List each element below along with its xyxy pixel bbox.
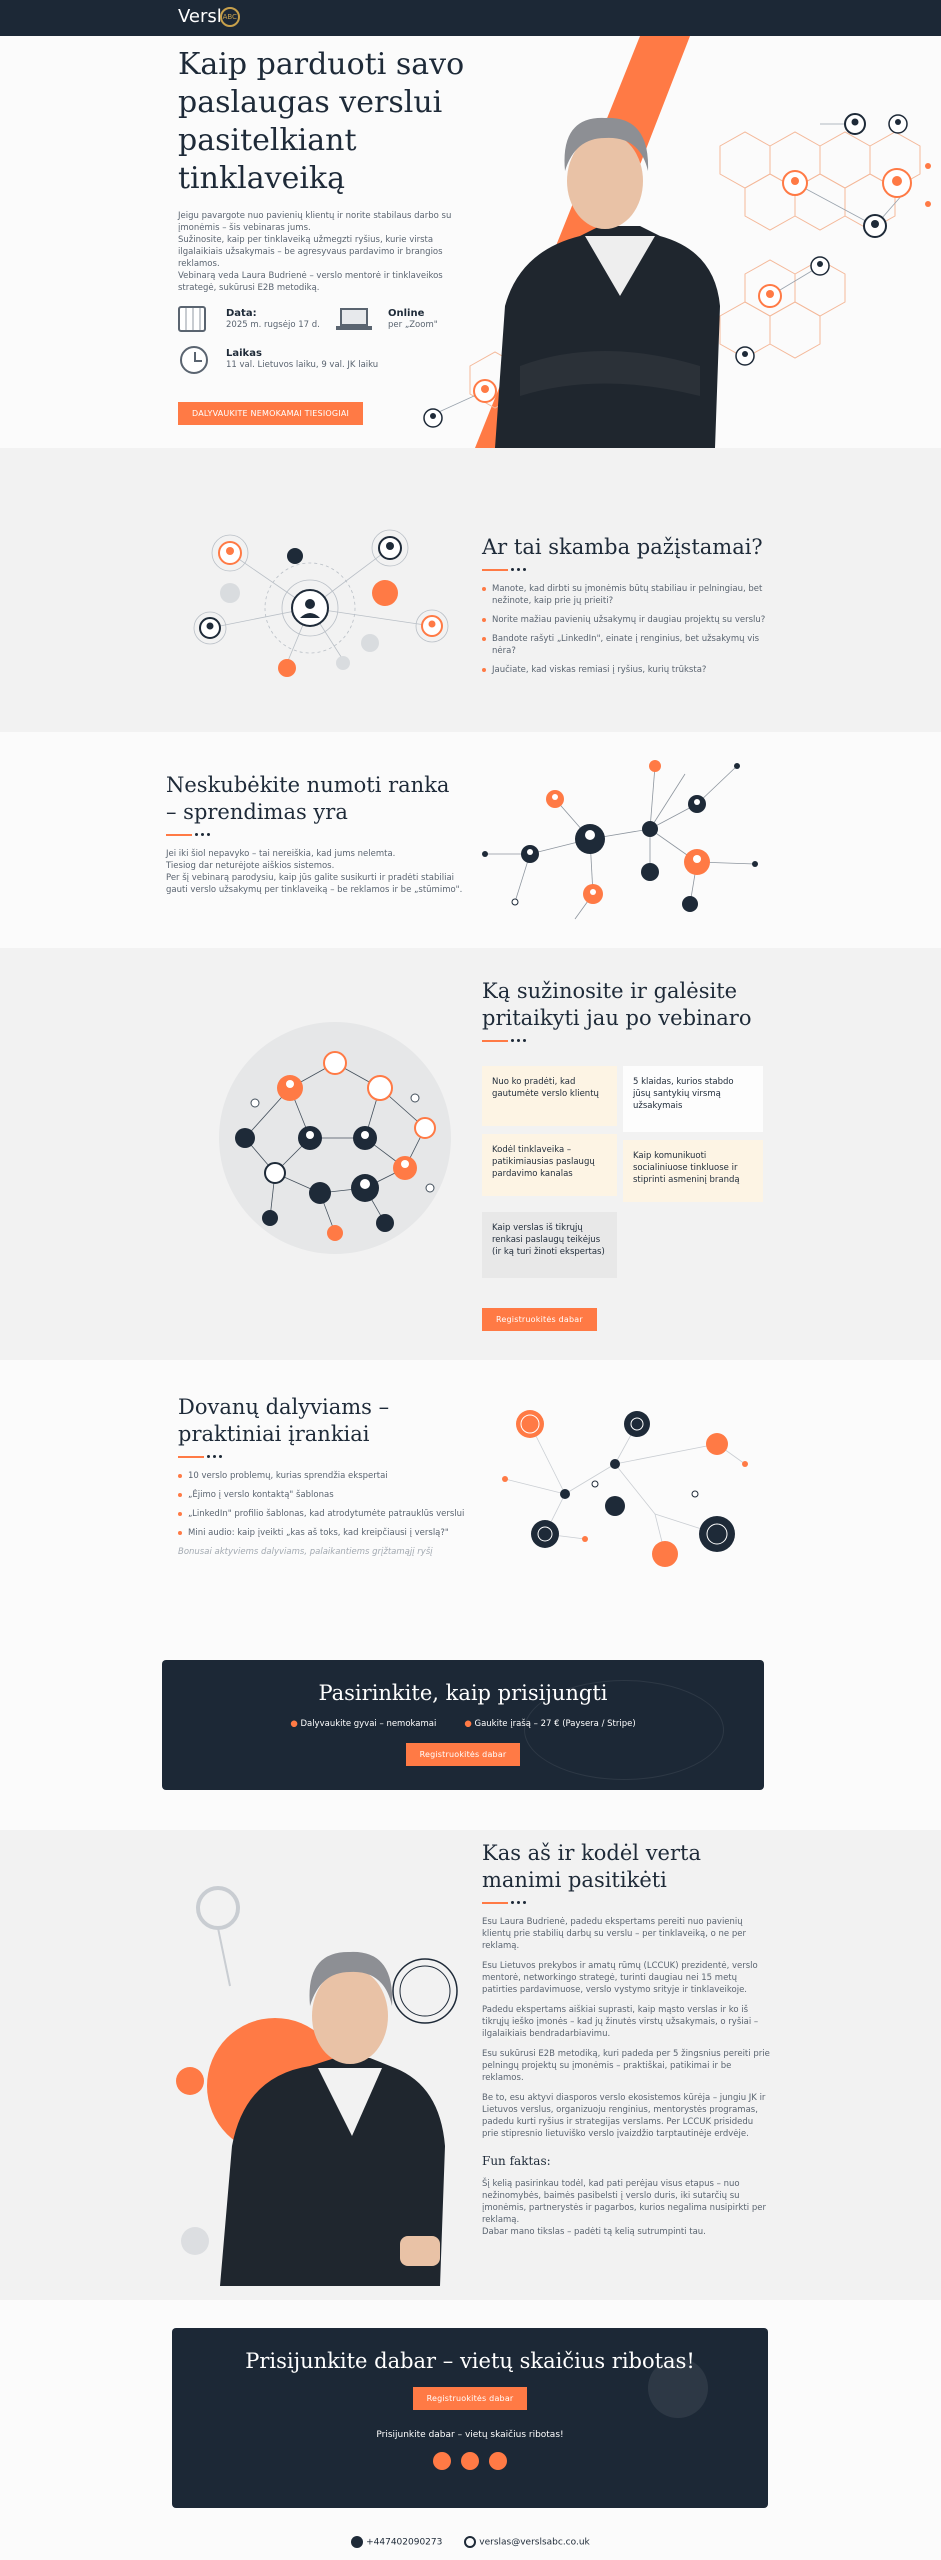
about-paragraph: Padedu ekspertams aiškiai suprasti, kaip mąsto verslas ir ko iš tikrųjų ieško įmonės – kad jų žinutės virstų užsakymais, o ryšiai – ilgalaikiais bendradarbiavimu. — [482, 2005, 759, 2039]
footer-phone[interactable]: +447402090273 — [351, 2536, 442, 2548]
gifts-section — [0, 1360, 941, 1660]
choose-option-live: ● Dalyvaukite gyvai – nemokamai — [290, 1719, 437, 1729]
learn-card-5: Kaip verslas iš tikrųjų renkasi paslaugų teikėjus (ir ką turi žinoti ekspertas) — [482, 1212, 617, 1278]
solution-text-2: Tiesiog dar neturėjote aiškios sistemos. — [166, 861, 335, 871]
about-portrait-graphic — [170, 1846, 470, 2286]
email-icon — [464, 2536, 476, 2548]
familiar-section — [0, 448, 941, 732]
about-paragraph: Esu sukūrusi E2B metodiką, kuri padeda per 5 žingsnius pereiti prie pelningų projektų su įmonėmis – praktiškai, patikimai ir be reklamos. — [482, 2049, 770, 2083]
solution-network-graphic — [475, 754, 775, 924]
learn-card-2: 5 klaidas, kurios stabdo jūsų santykių virsmą užsakymais — [623, 1066, 763, 1132]
list-item: Bandote rašyti „LinkedIn", einate į renginius, bet užsakymų vis nėra? — [482, 633, 772, 657]
solution-text-3: Per šį vebinarą parodysiu, kaip jūs galite susikurti ir pradėti stabiliai gauti verslo užsakymų per tinklaveiką – be reklamos ir be „stūmimo". — [166, 873, 463, 895]
fun-fact-title: Fun faktas: — [482, 2154, 551, 2168]
host-portrait — [495, 118, 720, 448]
familiar-title: Ar tai skamba pažįstamai? — [482, 535, 763, 559]
solution-text-1: Jei iki šiol nepavyko – tai nereiškia, kad jums nelemta. — [166, 849, 396, 859]
date-label: Data: — [226, 308, 257, 319]
about-paragraph: Be to, esu aktyvi diasporos verslo ekosistemos kūrėja – jungiu JK ir Lietuvos verslus, organizuoju renginius, mentorystės programas, padedu kurti ryšius ir strategijas verslams. Per LCCUK prisidedu prie stipresnio lietuviško verslo įvaizdžio tarptautinėje erdvėje. — [482, 2093, 766, 2139]
hero-section — [0, 36, 941, 448]
list-item: „LinkedIn" profilio šablonas, kad atrodytumėte patrauklūs verslui — [178, 1508, 468, 1520]
choose-cta-button[interactable]: Registruokitės dabar — [406, 1743, 521, 1766]
join-box — [172, 2328, 768, 2508]
choose-title: Pasirinkite, kaip prisijungti — [318, 1681, 608, 1705]
list-item: „Ėjimo į verslo kontaktą" šablonas — [178, 1489, 468, 1501]
familiar-list — [482, 583, 772, 676]
learn-card-1: Nuo ko pradėti, kad gautumėte verslo klientų — [482, 1066, 617, 1126]
fun-fact-text: Dabar mano tikslas – padėti tą kelią sutrumpinti tau. — [482, 2227, 706, 2237]
join-subtitle: Prisijunkite dabar – vietų skaičius ribotas! — [376, 2430, 564, 2440]
time-label: Laikas — [226, 348, 262, 359]
laptop-icon — [336, 308, 372, 334]
time-value: 11 val. Lietuvos laiku, 9 val. JK laiku — [226, 360, 379, 370]
list-item: Norite mažiau pavienių užsakymų ir daugiau projektų su verslu? — [482, 614, 772, 626]
logo-text: Versl — [178, 6, 222, 27]
clock-icon — [180, 346, 208, 374]
fun-fact-text: Šį kelią pasirinkau todėl, kad pati perėjau visus etapus – nuo nežinomybės, baimės pasibelsti į verslo duris, iki sutarčių su įmonėmis, partnerystės ir pagarbos, kurios negalima nusipirkti per reklamą. — [482, 2179, 766, 2225]
list-item: 10 verslo problemų, kurias sprendžia ekspertai — [178, 1470, 468, 1482]
footer-email[interactable]: verslas@verslsabc.co.uk — [464, 2536, 589, 2548]
list-item: Mini audio: kaip įveikti „kas aš toks, kad kreipčiausi į verslą?" — [178, 1527, 468, 1539]
gifts-list — [178, 1470, 468, 1539]
learn-section — [0, 948, 941, 1360]
choose-option-recording: ● Gaukite įrašą – 27 € (Paysera / Stripe) — [464, 1719, 636, 1729]
about-title: Kas aš ir kodėl verta manimi pasitikėti — [482, 1841, 701, 1892]
join-section — [0, 2300, 941, 2560]
gifts-note: Bonusai aktyviems dalyviams, palaikantiems grįžtamąjį ryšį — [178, 1547, 433, 1557]
hero-cta-button[interactable]: DALYVAUKITE NEMOKAMAI TIESIOGIAI — [178, 402, 363, 425]
date-value: 2025 m. rugsėjo 17 d. — [226, 320, 320, 330]
learn-network-graphic — [215, 1018, 455, 1258]
top-bar — [0, 0, 941, 36]
list-item: Jaučiate, kad viskas remiasi į ryšius, kurių trūksta? — [482, 664, 772, 676]
hero-intro-2: Sužinosite, kaip per tinklaveiką užmegzti ryšius, kurie virsta ilgalaikiais užsakymais – be agresyvaus pardavimo ir brangios reklamos. — [178, 235, 443, 269]
social-icon-1[interactable] — [433, 2452, 451, 2470]
online-value: per „Zoom" — [388, 320, 438, 330]
join-title: Prisijunkite dabar – vietų skaičius ribotas! — [245, 2349, 695, 2373]
hero-intro-1: Jeigu pavargote nuo pavienių klientų ir norite stabilaus darbo su įmonėmis – šis vebinaras jums. — [178, 211, 452, 233]
phone-icon — [351, 2536, 363, 2548]
about-paragraph: Esu Laura Budrienė, padedu ekspertams pereiti nuo pavienių klientų prie stabilių darbų su verslu – per tinklaveiką, o ne per reklamą. — [482, 1917, 746, 1951]
learn-card-3: Kodėl tinklaveika – patikimiausias paslaugų pardavimo kanalas — [482, 1134, 617, 1196]
list-item: Manote, kad dirbti su įmonėmis būtų stabiliau ir pelningiau, bet nežinote, kaip prie jų prieiti? — [482, 583, 772, 607]
choose-box — [162, 1660, 764, 1790]
hero-title: Kaip parduoti savo paslaugas verslui pasitelkiant tinklaveiką — [178, 47, 465, 196]
learn-cta-button[interactable]: Registruokitės dabar — [482, 1308, 597, 1331]
calendar-icon — [178, 306, 206, 332]
gifts-title: Dovanų dalyviams – praktiniai įrankiai — [178, 1395, 390, 1446]
solution-title: Neskubėkite numoti ranka – sprendimas yra — [166, 773, 450, 824]
about-section — [0, 1830, 941, 2300]
solution-section — [0, 732, 941, 948]
logo[interactable] — [178, 6, 240, 27]
learn-card-4: Kaip komunikuoti socialiniuose tinkluose ir stiprinti asmeninį brandą — [623, 1140, 763, 1202]
about-paragraph: Esu Lietuvos prekybos ir amatų rūmų (LCCUK) prezidentė, verslo mentorė, networkingo strategė, turinti daugiau nei 15 metų patirties pardavimuose, verslo vystymo srityje ir tinklaveikoje. — [482, 1961, 758, 1995]
host-portrait — [220, 1952, 445, 2286]
network-people-graphic — [170, 518, 470, 718]
social-icon-3[interactable] — [489, 2452, 507, 2470]
join-cta-button[interactable]: Registruokitės dabar — [413, 2387, 528, 2410]
learn-title: Ką sužinosite ir galėsite pritaikyti jau po vebinaro — [482, 979, 752, 1030]
hero-intro-3: Vebinarą veda Laura Budrienė – verslo mentorė ir tinklaveikos strategė, sukūrusi E2B metodiką. — [178, 271, 443, 293]
gifts-network-graphic — [495, 1404, 755, 1574]
choose-section — [0, 1660, 941, 1830]
logo-badge: ABC — [220, 7, 240, 27]
social-icon-2[interactable] — [461, 2452, 479, 2470]
online-label: Online — [388, 308, 425, 319]
